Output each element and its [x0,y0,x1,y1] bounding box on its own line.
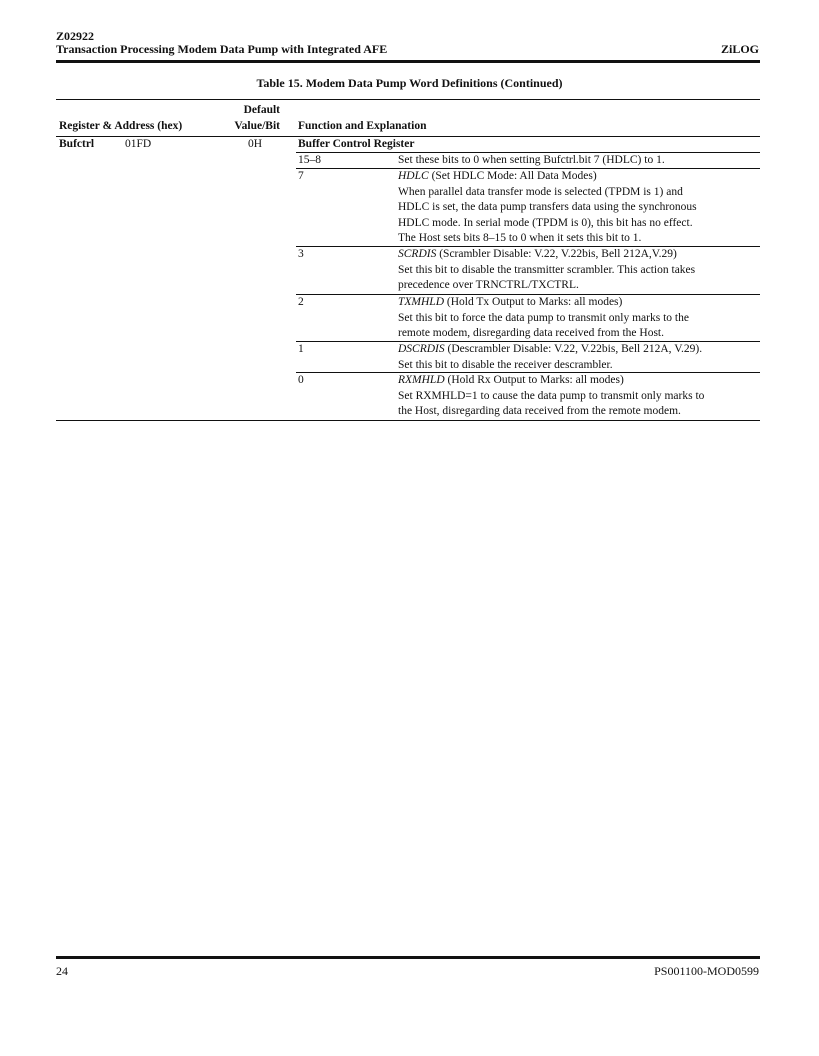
bit-heading [398,169,597,185]
table-top-rule [56,99,760,100]
bit-description-line: The Host sets bits 8–15 to 0 when it sets this bit to 1. [398,232,642,244]
bit-description-line: Set this bit to disable the transmitter scrambler. This action takes [398,263,696,276]
bit-description-line: Set this bit to force the data pump to transmit only marks to the [398,311,689,324]
bit-number: 15–8 [298,154,321,166]
bit-heading [398,247,677,263]
default-value: 0H [247,138,262,150]
bit-field-summary: (Descrambler Disable: V.22, V.22bis, Bell 212A, V.29). [444,343,703,355]
column-header-default-line2: Value/Bit [234,120,280,132]
bit-description-line: Set these bits to 0 when setting Bufctrl.bit 7 (HDLC) to 1. [398,154,665,166]
bit-field-name: RXMHLD [398,374,445,386]
bit-description-line: HDLC mode. In serial mode (TPDM is 0), this bit has no effect. [398,216,693,229]
bit-description-line: Set this bit to disable the receiver descrambler. [398,358,613,371]
register-address: 01FD [125,138,152,150]
bit-description-line: HDLC is set, the data pump transfers data using the synchronous [398,201,697,213]
bit-description-line: the Host, disregarding data received from the remote modem. [398,405,681,417]
bit-description-line: remote modem, disregarding data received from the Host. [398,327,665,339]
bit-heading [398,373,624,389]
bit-description-line: precedence over TRNCTRL/TXCTRL. [398,279,579,291]
bit-number: 2 [298,296,304,308]
bit-description-line: When parallel data transfer mode is selected (TPDM is 1) and [398,185,683,198]
page-number: 24 [56,964,68,978]
bit-number: 1 [298,343,304,355]
bit-field-name: TXMHLD [398,296,445,308]
column-header-function: Function and Explanation [298,120,427,132]
bit-field-summary: (Hold Rx Output to Marks: all modes) [444,374,624,386]
bit-heading [398,342,702,358]
document-code: Z02922 [56,29,95,43]
footer-rule [56,956,760,959]
register-name: Bufctrl [59,138,95,150]
bit-field-summary: (Scrambler Disable: V.22, V.22bis, Bell 212A,V.29) [436,248,677,260]
bit-description-line: Set RXMHLD=1 to cause the data pump to transmit only marks to [398,389,705,402]
column-header-default-line1: Default [243,104,280,116]
header-rule [56,60,760,63]
bit-number: 0 [298,374,304,386]
table-bottom-rule [56,420,760,421]
bit-heading [398,295,622,311]
bit-field-summary: (Set HDLC Mode: All Data Modes) [428,170,597,182]
bit-field-summary: (Hold Tx Output to Marks: all modes) [444,296,623,308]
bit-number: 7 [298,170,304,182]
document-title: Transaction Processing Modem Data Pump with Integrated AFE [56,42,388,56]
column-header-register: Register & Address (hex) [59,120,183,132]
document-id: PS001100-MOD0599 [654,964,759,978]
bit-field-name: DSCRDIS [398,343,445,355]
brand-name: ZiLOG [720,42,759,56]
section-title: Buffer Control Register [298,138,415,150]
bit-field-name: SCRDIS [398,248,437,260]
table-caption: Table 15. Modem Data Pump Word Definitions (Continued) [256,76,563,90]
bit-number: 3 [298,248,304,260]
bit-field-name: HDLC [398,170,429,182]
